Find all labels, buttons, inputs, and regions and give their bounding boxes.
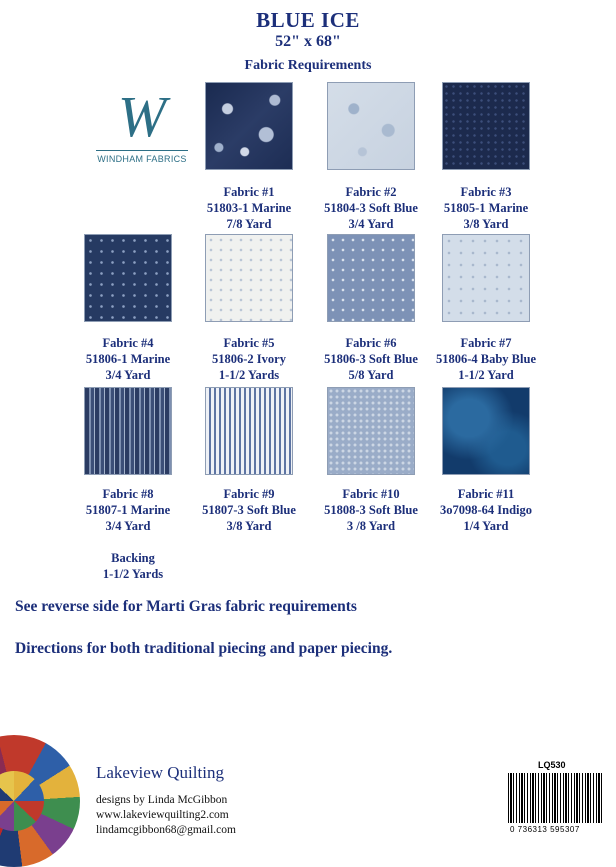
barcode-digits: 0 736313 595307 — [510, 825, 606, 834]
fabric-code: 51806-2 Ivory — [212, 352, 286, 366]
fabric-amount: 1/4 Yard — [463, 519, 509, 533]
fabric-swatch-2 — [327, 82, 415, 170]
fabric-code: 51807-3 Soft Blue — [202, 503, 296, 517]
windham-fabrics-logo — [92, 84, 192, 168]
fabric-code: 51804-3 Soft Blue — [324, 201, 418, 215]
barcode-icon — [508, 773, 604, 823]
product-code: LQ530 — [538, 760, 566, 770]
fabric-amount: 3 /8 Yard — [346, 519, 396, 533]
fabric-swatch-6 — [327, 234, 415, 322]
fabric-swatch-9 — [205, 387, 293, 475]
fabric-number: Fabric #3 — [460, 185, 512, 199]
fabric-swatch-8 — [84, 387, 172, 475]
fabric-number: Fabric #9 — [223, 487, 275, 501]
pattern-title: BLUE ICE — [256, 8, 360, 32]
fabric-code: 51803-1 Marine — [206, 201, 292, 215]
fabric-swatch-11 — [442, 387, 530, 475]
fabric-number: Fabric #11 — [457, 487, 515, 501]
designer-credit: designs by Linda McGibbon — [96, 794, 228, 806]
fabric-swatch-5 — [205, 234, 293, 322]
fabric-caption-5 — [179, 335, 319, 383]
fabric-code: 51808-3 Soft Blue — [324, 503, 418, 517]
fabric-swatch-7 — [442, 234, 530, 322]
fabric-number: Fabric #5 — [223, 336, 275, 350]
logo-name: WINDHAM FABRICS — [96, 150, 188, 164]
quilt-wheel-logo-icon — [0, 735, 80, 867]
fabric-number: Fabric #8 — [102, 487, 154, 501]
fabric-number: Fabric #2 — [345, 185, 397, 199]
backing-requirement — [78, 550, 188, 582]
fabric-number: Fabric #1 — [223, 185, 275, 199]
fabric-swatch-1 — [205, 82, 293, 170]
fabric-number: Fabric #6 — [345, 336, 397, 350]
fabric-caption-1 — [179, 184, 319, 232]
backing-label: Backing — [111, 551, 155, 565]
fabric-amount: 3/4 Yard — [348, 217, 394, 231]
fabric-amount: 3/8 Yard — [226, 519, 272, 533]
website-link[interactable]: www.lakeviewquilting2.com — [96, 809, 229, 821]
fabric-caption-9 — [179, 486, 319, 534]
backing-amount: 1-1/2 Yards — [102, 567, 164, 581]
fabric-number: Fabric #10 — [342, 487, 400, 501]
fabric-amount: 3/4 Yard — [105, 368, 151, 382]
fabric-amount: 1-1/2 Yard — [458, 368, 514, 382]
fabric-number: Fabric #7 — [460, 336, 512, 350]
fabric-code: 51806-3 Soft Blue — [324, 352, 418, 366]
email-link[interactable]: lindamcgibbon68@gmail.com — [96, 824, 236, 836]
fabric-code: 51805-1 Marine — [443, 201, 529, 215]
fabric-swatch-3 — [442, 82, 530, 170]
fabric-caption-3 — [416, 184, 556, 232]
fabric-number: Fabric #4 — [102, 336, 154, 350]
fabric-caption-11 — [416, 486, 556, 534]
fabric-caption-7 — [416, 335, 556, 383]
reverse-side-note: See reverse side for Marti Gras fabric requirements — [15, 598, 357, 615]
fabric-swatch-4 — [84, 234, 172, 322]
fabric-code: 3o7098-64 Indigo — [439, 503, 533, 517]
fabric-amount: 3/8 Yard — [463, 217, 509, 231]
fabric-code: 51807-1 Marine — [85, 503, 171, 517]
brand-name: Lakeview Quilting — [96, 763, 224, 782]
fabric-code: 51806-1 Marine — [85, 352, 171, 366]
fabric-amount: 7/8 Yard — [226, 217, 272, 231]
fabric-amount: 3/4 Yard — [105, 519, 151, 533]
section-heading: Fabric Requirements — [244, 58, 372, 73]
fabric-amount: 1-1/2 Yards — [218, 368, 280, 382]
fabric-amount: 5/8 Yard — [348, 368, 394, 382]
quilt-size: 52" x 68" — [275, 33, 341, 50]
fabric-swatch-10 — [327, 387, 415, 475]
fabric-code: 51806-4 Baby Blue — [435, 352, 536, 366]
logo-glyph: W — [117, 84, 167, 149]
fabric-caption-8 — [58, 486, 198, 534]
fabric-caption-4 — [58, 335, 198, 383]
directions-note: Directions for both traditional piecing and paper piecing. — [15, 640, 393, 657]
